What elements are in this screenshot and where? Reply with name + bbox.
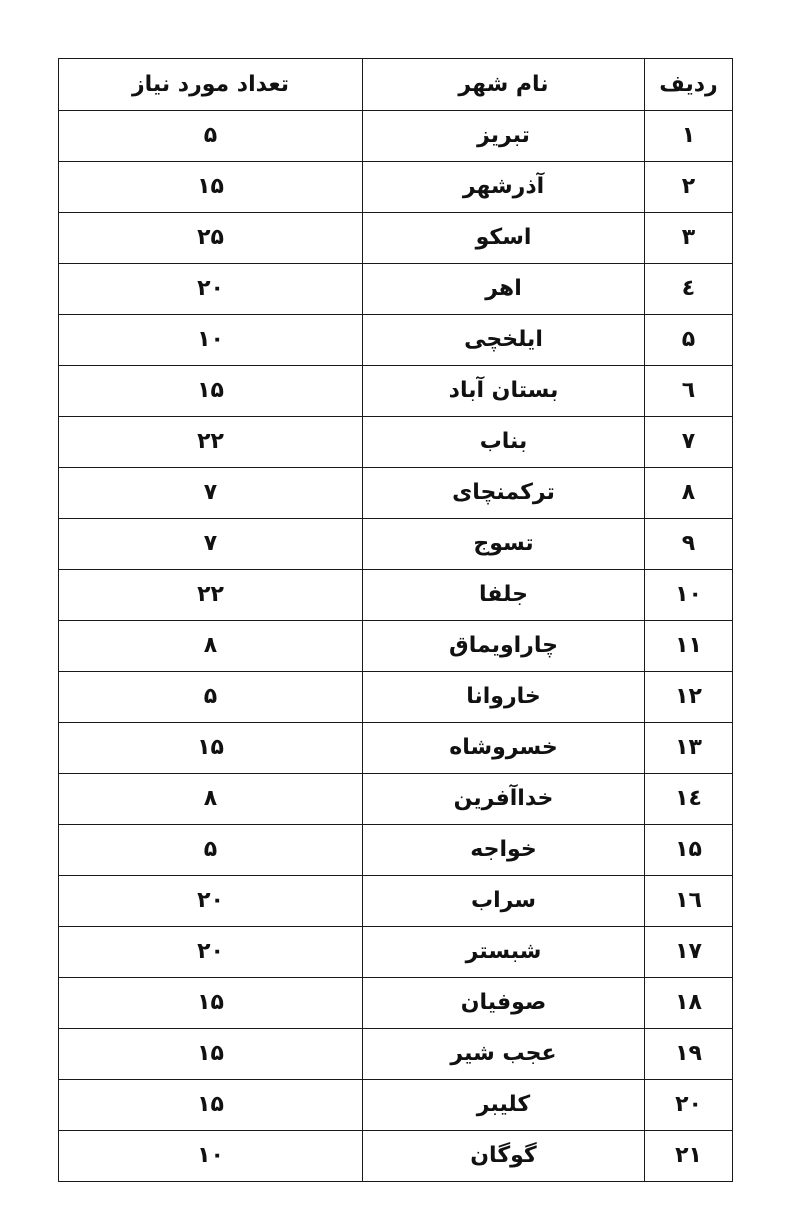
row-count-cell: ۷ bbox=[59, 468, 363, 519]
row-city-cell: ایلخچی bbox=[363, 315, 645, 366]
table-row bbox=[59, 417, 733, 468]
row-index-cell: ۵ bbox=[645, 315, 733, 366]
row-count-cell: ۱۵ bbox=[59, 1029, 363, 1080]
row-count-cell: ۲۰ bbox=[59, 264, 363, 315]
row-city-cell: شبستر bbox=[363, 927, 645, 978]
table-row bbox=[59, 927, 733, 978]
table-row bbox=[59, 672, 733, 723]
row-index-cell: ۱۹ bbox=[645, 1029, 733, 1080]
row-count-cell: ۱۰ bbox=[59, 315, 363, 366]
row-index-cell: ۹ bbox=[645, 519, 733, 570]
row-city-cell: خسروشاه bbox=[363, 723, 645, 774]
row-count-cell: ۵ bbox=[59, 672, 363, 723]
row-city-cell: سراب bbox=[363, 876, 645, 927]
row-count-cell: ۸ bbox=[59, 621, 363, 672]
header-row bbox=[59, 59, 733, 111]
row-index-cell: ۱۵ bbox=[645, 825, 733, 876]
row-index-cell: ۱۰ bbox=[645, 570, 733, 621]
row-count-cell: ۱۵ bbox=[59, 162, 363, 213]
row-index-cell: ٤ bbox=[645, 264, 733, 315]
table-row bbox=[59, 468, 733, 519]
row-index-cell: ۱۲ bbox=[645, 672, 733, 723]
row-index-cell: ۲ bbox=[645, 162, 733, 213]
row-count-cell: ۲۲ bbox=[59, 570, 363, 621]
row-city-cell: صوفیان bbox=[363, 978, 645, 1029]
row-count-cell: ۲۰ bbox=[59, 927, 363, 978]
row-count-cell: ۱۵ bbox=[59, 366, 363, 417]
row-index-cell: ۱۱ bbox=[645, 621, 733, 672]
row-city-cell: خواجه bbox=[363, 825, 645, 876]
table-row bbox=[59, 213, 733, 264]
row-index-cell: ۲۰ bbox=[645, 1080, 733, 1131]
row-city-cell: ترکمنچای bbox=[363, 468, 645, 519]
table-row bbox=[59, 1131, 733, 1182]
row-count-cell: ۲۲ bbox=[59, 417, 363, 468]
header-city: نام شهر bbox=[363, 59, 645, 111]
city-requirements-table bbox=[58, 58, 733, 1182]
table-row bbox=[59, 570, 733, 621]
table-row bbox=[59, 315, 733, 366]
table-row bbox=[59, 723, 733, 774]
table-row bbox=[59, 774, 733, 825]
row-city-cell: تبریز bbox=[363, 111, 645, 162]
row-count-cell: ۱۵ bbox=[59, 723, 363, 774]
header-count: تعداد مورد نیاز bbox=[59, 59, 363, 111]
row-index-cell: ١٤ bbox=[645, 774, 733, 825]
row-city-cell: عجب شیر bbox=[363, 1029, 645, 1080]
table-row bbox=[59, 876, 733, 927]
table-row bbox=[59, 1029, 733, 1080]
row-city-cell: اهر bbox=[363, 264, 645, 315]
table-row bbox=[59, 621, 733, 672]
table-row bbox=[59, 1080, 733, 1131]
row-count-cell: ۲۵ bbox=[59, 213, 363, 264]
row-city-cell: گوگان bbox=[363, 1131, 645, 1182]
row-index-cell: ۱ bbox=[645, 111, 733, 162]
table-row bbox=[59, 162, 733, 213]
row-city-cell: بناب bbox=[363, 417, 645, 468]
row-count-cell: ۵ bbox=[59, 825, 363, 876]
row-city-cell: آذرشهر bbox=[363, 162, 645, 213]
table-row bbox=[59, 111, 733, 162]
row-city-cell: بستان آباد bbox=[363, 366, 645, 417]
row-city-cell: کلیبر bbox=[363, 1080, 645, 1131]
table-row bbox=[59, 825, 733, 876]
row-count-cell: ۱۵ bbox=[59, 978, 363, 1029]
row-index-cell: ١٦ bbox=[645, 876, 733, 927]
row-city-cell: جلفا bbox=[363, 570, 645, 621]
row-index-cell: ۷ bbox=[645, 417, 733, 468]
table-row bbox=[59, 366, 733, 417]
table-row bbox=[59, 978, 733, 1029]
row-city-cell: خداآفرین bbox=[363, 774, 645, 825]
row-count-cell: ۵ bbox=[59, 111, 363, 162]
row-index-cell: ۳ bbox=[645, 213, 733, 264]
row-index-cell: ۲۱ bbox=[645, 1131, 733, 1182]
row-index-cell: ۸ bbox=[645, 468, 733, 519]
row-index-cell: ۱۷ bbox=[645, 927, 733, 978]
row-count-cell: ۲۰ bbox=[59, 876, 363, 927]
row-count-cell: ۱۵ bbox=[59, 1080, 363, 1131]
row-index-cell: ۱۸ bbox=[645, 978, 733, 1029]
row-count-cell: ۸ bbox=[59, 774, 363, 825]
row-city-cell: اسکو bbox=[363, 213, 645, 264]
row-city-cell: خاروانا bbox=[363, 672, 645, 723]
row-count-cell: ۷ bbox=[59, 519, 363, 570]
header-index: ردیف bbox=[645, 59, 733, 111]
row-city-cell: چاراویماق bbox=[363, 621, 645, 672]
row-index-cell: ٦ bbox=[645, 366, 733, 417]
table-body bbox=[59, 111, 733, 1182]
row-count-cell: ۱۰ bbox=[59, 1131, 363, 1182]
table-row bbox=[59, 264, 733, 315]
row-index-cell: ۱۳ bbox=[645, 723, 733, 774]
table-row bbox=[59, 519, 733, 570]
row-city-cell: تسوج bbox=[363, 519, 645, 570]
table-header bbox=[59, 59, 733, 111]
